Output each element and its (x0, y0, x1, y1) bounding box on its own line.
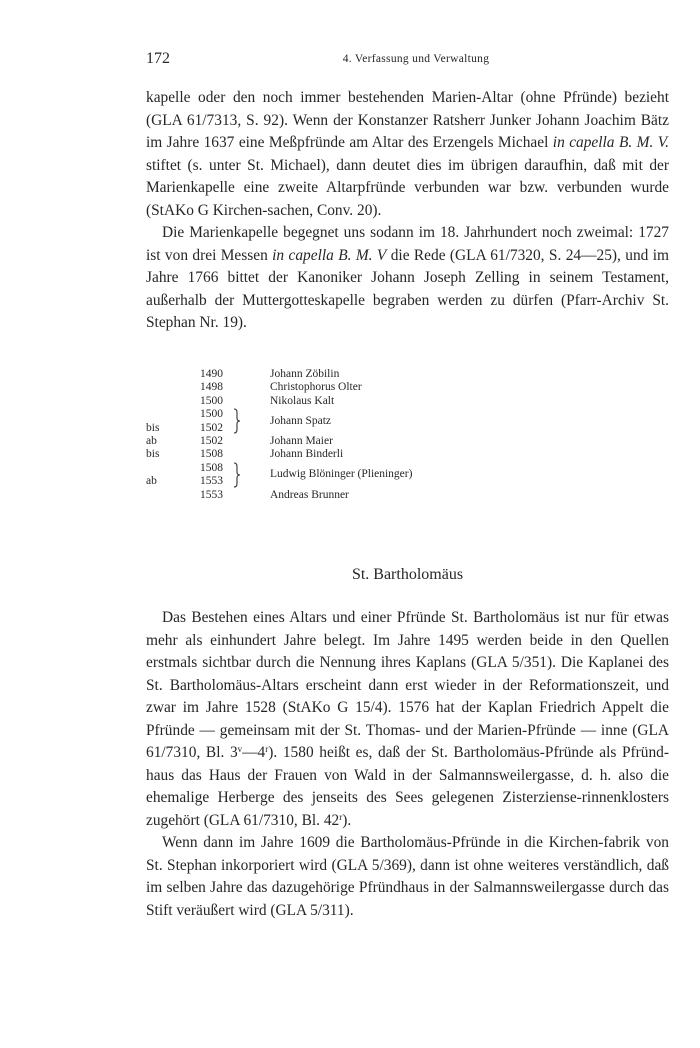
chaplain-row (146, 435, 546, 448)
italic-text: in capella B. M. V (272, 246, 387, 264)
text-run: Die Marienkapelle begegnet uns sodann im 18. Jahrhundert noch zweimal: 1727 ist von drei Messen (146, 224, 669, 264)
body-text-bottom (146, 607, 669, 922)
chaplain-year: 1502 (200, 434, 223, 447)
chaplain-year: 1508 (200, 448, 223, 461)
chaplain-name: Nikolaus Kalt (270, 394, 335, 407)
chaplain-name: Andreas Brunner (270, 488, 349, 501)
chaplain-name: Johann Binderli (270, 448, 344, 461)
superscript: v (237, 744, 243, 754)
chaplain-year: 1553 (200, 475, 223, 488)
chaplain-year: 1498 (200, 381, 223, 394)
text-run: die Rede (GLA 61/7320, S. 24—25), und im Jahre 1766 bittet der Kanoniker Johann Joseph Zelling in seinem Testament, außerhalb der Muttergotteskapelle begraben werden zu dürfen (Pfarr-Archiv St. Stephan Nr. 19). (146, 246, 669, 331)
text-run: Das Bestehen eines Altars und einer Pfründe St. Bartholomäus ist nur für etwas mehr als einhundert Jahre belegt. Im Jahre 1495 werden beide in den Quellen erstmals sichtbar durch die Nennung ihres Kaplans (GLA 5/351). Die Kaplanei des St. Bartholomäus-Altars erscheint dann erst wieder in der Reformationszeit, und zwar im Jahre 1528 (StAKo G 15/4). 1576 hat der Kaplan Friedrich Appelt die Pfründe — gemeinsam mit der St. Thomas- und der Marien-Pfründe — inne (GLA 61/7310, Bl. 3 (146, 609, 669, 761)
chaplain-years (200, 368, 240, 381)
chaplain-years (200, 435, 240, 448)
chaplain-year: 1508 (200, 461, 223, 474)
chaplain-years (200, 489, 240, 502)
chaplain-year: 1500 (200, 394, 223, 407)
chaplain-year: 1490 (200, 368, 223, 380)
chaplain-years (200, 448, 240, 461)
chaplain-prefix: bis (146, 421, 160, 434)
chaplain-year: 1553 (200, 488, 223, 501)
chaplain-row (146, 368, 546, 381)
chaplain-name: Johann Spatz (270, 414, 332, 427)
chaplain-row (146, 448, 546, 461)
italic-text: in capella B. M. V. (552, 134, 670, 151)
text-run: stiftet (s. unter St. Michael), dann deutet dies im übrigen daraufhin, daß mit der Marienkapelle eine zweite Altarpfründe verbunden war bzw. verbunden wurde (StAKo G Kirchen-sachen, Conv. 20). (146, 156, 669, 219)
text-run: ). 1580 heißt es, daß der St. Bartholomäus-Pfründe als Pfründ-haus das Haus der Frauen von Wald in der Salmannsweilergasse, d. h. also die ehemalige Herberge des jenseits des Sees gelegenen Zisterziense-rinnenklosters zugehört (GLA 61/7310, Bl. 42 (146, 744, 670, 829)
right-brace-icon (232, 462, 242, 488)
chaplain-name: Christophorus Olter (270, 381, 362, 394)
page-header (146, 50, 668, 74)
chaplain-row (146, 489, 546, 502)
running-head: 4. Verfassung und Verwaltung (342, 53, 490, 65)
chaplain-prefix: bis (146, 448, 160, 461)
chaplain-name: Johann Maier (270, 434, 333, 447)
page-number: 172 (146, 50, 170, 67)
chaplain-years (200, 395, 240, 408)
section-heading: St. Bartholomäus (351, 566, 464, 583)
chaplain-name: Johann Zöbilin (270, 368, 340, 380)
paragraph (146, 607, 669, 832)
chaplain-year: 1500 (200, 408, 223, 421)
chaplain-list (146, 368, 546, 502)
text-run: kapelle oder den noch immer bestehenden Marien-Altar (ohne Pfründe) bezieht (GLA 61/7313, S. 92). Wenn der Konstanzer Ratsherr Junker Johann Joachim Bätz im Jahre 1637 eine Meßpfründe am Altar des Erzengels Michael (146, 89, 669, 151)
right-brace-icon (232, 408, 242, 434)
body-text-top (146, 87, 669, 335)
chaplain-name: Ludwig Blöninger (Plieninger) (270, 468, 413, 481)
paragraph (146, 222, 669, 335)
chaplain-row (146, 381, 546, 394)
chaplain-prefix: ab (146, 434, 157, 447)
chaplain-years (200, 381, 240, 394)
chaplain-row (146, 462, 546, 489)
chaplain-year: 1502 (200, 421, 223, 434)
paragraph (146, 832, 669, 922)
text-run: Wenn dann im Jahre 1609 die Bartholomäus-Pfründe in die Kirchen-fabrik von St. Stephan inkorporiert wird (GLA 5/369), dann ist ohne weiteres verständlich, daß im selben Jahre das dazugehörige Pfründhaus in der Salmannsweilergasse durch das Stift veräußert wird (GLA 5/311). (146, 834, 669, 919)
superscript: r (265, 744, 269, 754)
paragraph (146, 87, 669, 222)
text-run: —4 (242, 744, 266, 761)
chaplain-row (146, 395, 546, 408)
chaplain-row (146, 408, 546, 435)
superscript: r (339, 811, 343, 822)
text-run: ). (342, 811, 352, 829)
chaplain-prefix: ab (146, 475, 157, 488)
